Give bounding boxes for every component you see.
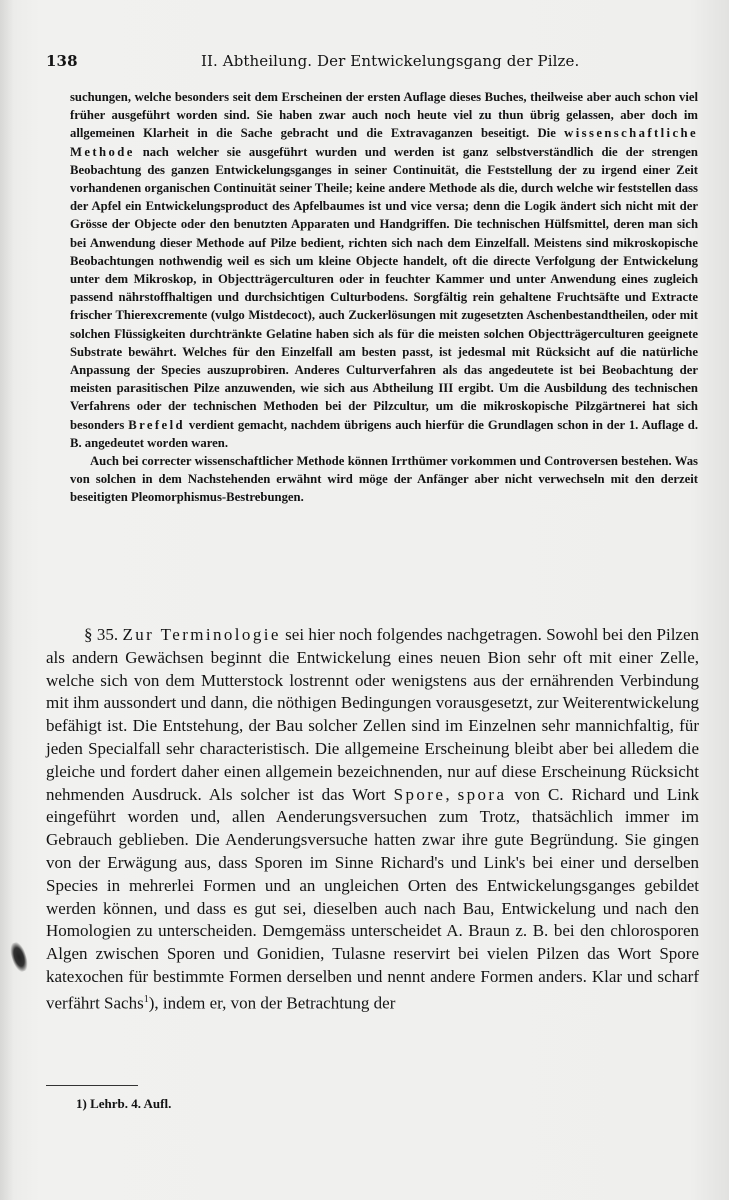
running-header	[46, 52, 696, 74]
section-heading: Zur Terminologie	[122, 625, 281, 644]
page-number: 138	[46, 52, 78, 70]
footnote-divider	[46, 1085, 138, 1086]
footnote-reference[interactable]: 1	[143, 993, 149, 1005]
main-paragraph-text-b: von C. Richard und Link eingeführt worden und, allen Aenderungsversuchen zum Trotz, thatsächlich immer im Gebrauch geblieben. Die Aenderungsversuche hatten zwar ihre gute Begründung. Sie gingen von der Erwägung aus, dass Sporen im Sinne Richard's und Link's bei einer und derselben Species in mehrerlei Formen und an ungleichen Orten des Entwickelungsganges gebildet werden können, und dass es gut sei, dieselben auch nach Bau, Entwickelung und nach den Homologien zu unterscheiden. Demgemäss unterscheidet A. Braun z. B. bei den chlorosporen Algen zwischen Sporen und Gonidien, Tulasne reservirt bei vielen Pilzen das Wort Spore katexochen für bestimmte Formen derselben und nennt andere Formen anders. Klar und scharf verfährt Sachs	[46, 784, 699, 1013]
emphasis-wissenschaftliche-methode: wissenschaftliche Methode	[70, 126, 698, 159]
footnote: 1) Lehrb. 4. Aufl.	[76, 1096, 172, 1111]
section-35-paragraph	[46, 624, 699, 1015]
comma: ,	[445, 784, 458, 804]
small-paragraph-1-text-a: suchungen, welche besonders seit dem Erscheinen der ersten Auflage dieses Buches, theilweise aber auch schon viel früher ausgeführt worden sind. Sie haben zwar auch noch heute viel zu thun übrig gelassen, aber doch im allgemeinen Klarheit in die Sache gebracht und die Extravaganzen beseitigt. Die	[70, 90, 698, 141]
main-text-block	[46, 624, 699, 1015]
running-title: II. Abtheilung. Der Entwickelungsgang der Pilze.	[201, 52, 580, 70]
section-number: § 35.	[84, 625, 119, 644]
small-print-block	[70, 88, 698, 507]
emphasis-brefeld: Brefeld	[128, 417, 185, 432]
small-paragraph-2: Auch bei correcter wissenschaftlicher Methode können Irrthümer vorkommen und Controversen bestehen. Was von solchen in dem Nachstehenden erwähnt wird möge der Anfänger aber nicht verwechseln mit den derzeit beseitigten Pleomorphismus-Bestrebungen.	[70, 454, 698, 505]
small-paragraph-1-text-c: verdient gemacht, nachdem übrigens auch hierfür die Grundlagen schon in der 1. Auflage d. B. angedeutet worden waren.	[70, 417, 699, 450]
ink-blot	[8, 941, 31, 974]
main-paragraph-text-c: ), indem er, von der Betrachtung der	[148, 993, 396, 1013]
small-paragraph-1	[70, 88, 698, 452]
main-paragraph-text-a: sei hier noch folgendes nachgetragen. Sowohl bei den Pilzen als andern Gewächsen beginnt die Entwickelung eines neuen Bion sehr oft mit einer Zelle, welche sich von dem Mutterstock lostrennt oder wenigstens aus der ernährenden Verbindung mit ihm aussondert und dann, die nöthigen Bedingungen vorausgesetzt, zur Weiterentwickelung befähigt ist. Die Entstehung, der Bau solcher Zellen sind im Einzelnen sehr mannichfaltig, für jeden Specialfall sehr characteristisch. Die allgemeine Erscheinung bleibt aber bei alledem die gleiche und fordert daher einen allgemein bezeichnenden, nur auf diese Erscheinung Rücksicht nehmenden Ausdruck. Als solcher ist das Wort	[46, 625, 700, 804]
emphasis-spora: spora	[457, 784, 507, 804]
small-paragraph-1-text-b: nach welcher sie ausgeführt wurden und werden ist ganz selbstverständlich die der strengen Beobachtung des ganzen Entwickelungsganges in seiner Continuität, die Feststellung der zu irgend einer Zeit vorhandenen organischen Continuität seiner Theile; keine andere Methode als die, durch welche wir feststellen dass der Apfel ein Entwickelungsproduct des Apfelbaumes ist und vice versa; denn die Logik ändert sich nicht mit der Grösse der Objecte oder den benutzten Apparaten und Handgriffen. Die technischen Hülfsmittel, deren man sich bei Anwendung dieser Methode auf Pilze bedient, richten sich nach dem Einzelfall. Meistens sind mikroskopische Beobachtungen nothwendig weil es sich um kleine Objecte handelt, oft die directe Verfolgung der Entwickelung unter dem Mikroskop, in Objectträgerculturen oder in feuchter Kammer und unter Anwendung eines zugleich passend nährstoffhaltigen und durchsichtigen Culturbodens. Sorgfältig rein gehaltene Fruchtsäfte und Extracte frischer Thierexcremente (vulgo Mistdecoct), auch Zuckerlösungen mit zugesetzten Aschenbestandtheilen, oder mit solchen Flüssigkeiten durchtränkte Gelatine haben sich als für die meisten solchen Objectträgerculturen geeignete Substrate bewährt. Welches für den Einzelfall am besten passt, ist jedesmal mit Rücksicht auf die natürliche Anpassung der Species auszuprobiren. Anderes Culturverfahren als das angedeutete ist bei Beobachtung der meisten parasitischen Pilze anzuwenden, wie sich aus Abtheilung III ergibt. Um die Ausbildung des technischen Verfahrens oder der technischen Methoden bei der Pilzcultur, um die mikroskopische Pilzgärtnerei hat sich besonders	[70, 144, 698, 432]
emphasis-spore: Spore	[393, 784, 446, 804]
